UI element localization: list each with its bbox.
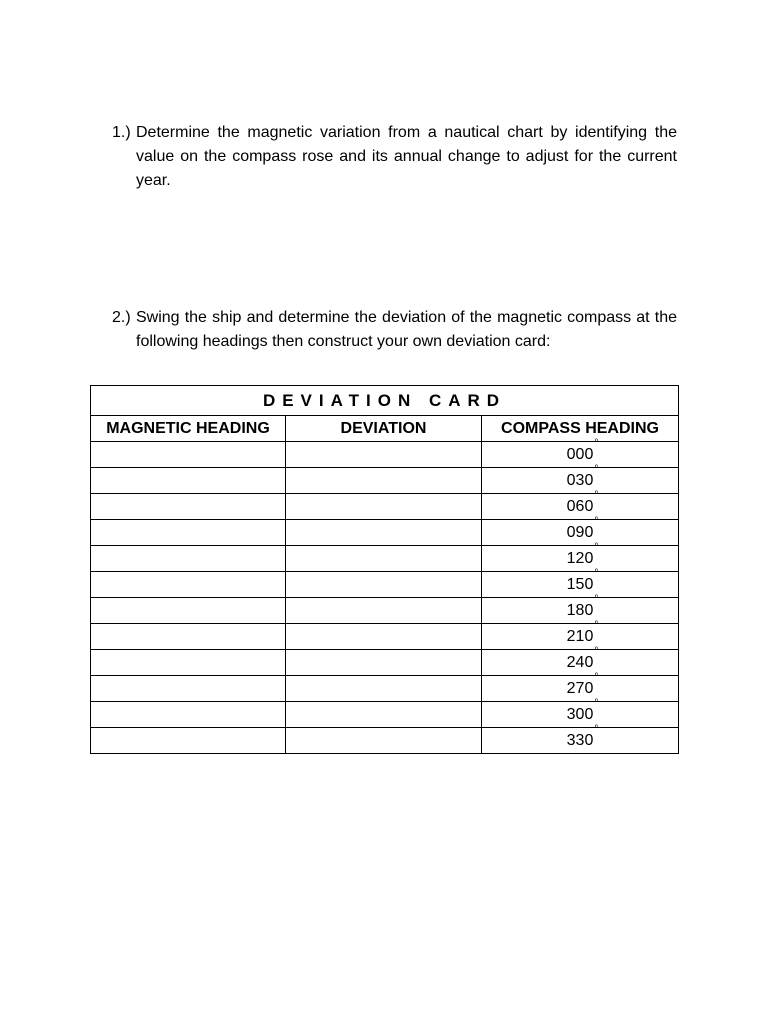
compass-heading-number: 060 [566, 497, 594, 515]
degree-symbol: ° [594, 697, 599, 709]
degree-symbol: ° [594, 463, 599, 475]
compass-heading-cell [482, 671, 679, 702]
degree-symbol: ° [594, 671, 599, 683]
deviation-cell[interactable] [286, 624, 482, 650]
table-row [91, 546, 679, 572]
degree-symbol: ° [594, 541, 599, 553]
compass-heading-cell [482, 723, 679, 754]
magnetic-heading-cell[interactable] [91, 442, 286, 468]
deviation-cell[interactable] [286, 572, 482, 598]
compass-heading-cell [482, 489, 679, 520]
table-header-row [91, 416, 679, 442]
compass-heading-number: 030 [566, 471, 594, 489]
deviation-cell[interactable] [286, 520, 482, 546]
compass-heading-value [566, 567, 599, 594]
table-row [91, 676, 679, 702]
magnetic-heading-cell[interactable] [91, 572, 286, 598]
item-number: 1.) [112, 124, 131, 141]
deviation-cell[interactable] [286, 546, 482, 572]
compass-heading-cell [482, 437, 679, 468]
degree-symbol: ° [594, 723, 599, 735]
degree-symbol: ° [594, 489, 599, 501]
header-magnetic-heading: MAGNETIC HEADING [91, 416, 286, 442]
compass-heading-cell [482, 463, 679, 494]
deviation-card-table [90, 385, 679, 754]
deviation-cell[interactable] [286, 702, 482, 728]
compass-heading-number: 270 [566, 679, 594, 697]
magnetic-heading-cell[interactable] [91, 676, 286, 702]
header-compass-heading: COMPASS HEADING [482, 416, 679, 442]
compass-heading-number: 180 [566, 601, 594, 619]
item-number: 2.) [112, 309, 131, 326]
compass-heading-cell [482, 567, 679, 598]
deviation-cell[interactable] [286, 494, 482, 520]
compass-heading-value [566, 463, 599, 490]
compass-heading-value [566, 515, 599, 542]
compass-heading-value [566, 671, 599, 698]
deviation-cell[interactable] [286, 676, 482, 702]
deviation-card-body [91, 437, 679, 754]
table-row [91, 520, 679, 546]
table-row [91, 624, 679, 650]
table-row [91, 728, 679, 754]
magnetic-heading-cell[interactable] [91, 494, 286, 520]
compass-heading-number: 000 [566, 445, 594, 463]
item-text: Swing the ship and determine the deviation of the magnetic compass at the following headings then construct your own deviation card: [136, 309, 677, 350]
magnetic-heading-cell[interactable] [91, 546, 286, 572]
table-row [91, 572, 679, 598]
degree-symbol: ° [594, 567, 599, 579]
deviation-cell[interactable] [286, 598, 482, 624]
instruction-item-1 [112, 121, 677, 193]
table-row [91, 650, 679, 676]
compass-heading-number: 120 [566, 549, 594, 567]
magnetic-heading-cell[interactable] [91, 468, 286, 494]
degree-symbol: ° [594, 437, 599, 449]
compass-heading-number: 210 [566, 627, 594, 645]
compass-heading-number: 330 [566, 731, 594, 749]
magnetic-heading-cell[interactable] [91, 702, 286, 728]
compass-heading-number: 150 [566, 575, 594, 593]
compass-heading-cell [482, 515, 679, 546]
degree-symbol: ° [594, 515, 599, 527]
compass-heading-number: 240 [566, 653, 594, 671]
compass-heading-cell [482, 645, 679, 676]
compass-heading-value [566, 697, 599, 724]
magnetic-heading-cell[interactable] [91, 650, 286, 676]
header-deviation: DEVIATION [286, 416, 482, 442]
instruction-item-2 [112, 306, 677, 354]
table-row [91, 702, 679, 728]
deviation-cell[interactable] [286, 728, 482, 754]
magnetic-heading-cell[interactable] [91, 598, 286, 624]
compass-heading-value [566, 593, 599, 620]
magnetic-heading-cell[interactable] [91, 728, 286, 754]
table-row [91, 468, 679, 494]
magnetic-heading-cell[interactable] [91, 520, 286, 546]
compass-heading-number: 300 [566, 705, 594, 723]
table-row [91, 442, 679, 468]
compass-heading-value [566, 619, 599, 646]
deviation-card-title: DEVIATION CARD [91, 386, 679, 416]
table-row [91, 494, 679, 520]
deviation-cell[interactable] [286, 442, 482, 468]
degree-symbol: ° [594, 645, 599, 657]
item-text: Determine the magnetic variation from a nautical chart by identifying the value on the compass rose and its annual change to adjust for the current year. [136, 124, 677, 189]
compass-heading-number: 090 [566, 523, 594, 541]
compass-heading-cell [482, 541, 679, 572]
compass-heading-cell [482, 619, 679, 650]
deviation-cell[interactable] [286, 650, 482, 676]
degree-symbol: ° [594, 619, 599, 631]
magnetic-heading-cell[interactable] [91, 624, 286, 650]
compass-heading-value [566, 541, 599, 568]
compass-heading-value [566, 437, 599, 464]
compass-heading-value [566, 723, 599, 750]
table-title-row [91, 386, 679, 416]
compass-heading-value [566, 489, 599, 516]
compass-heading-cell [482, 593, 679, 624]
table-row [91, 598, 679, 624]
deviation-cell[interactable] [286, 468, 482, 494]
compass-heading-cell [482, 697, 679, 728]
compass-heading-value [566, 645, 599, 672]
degree-symbol: ° [594, 593, 599, 605]
